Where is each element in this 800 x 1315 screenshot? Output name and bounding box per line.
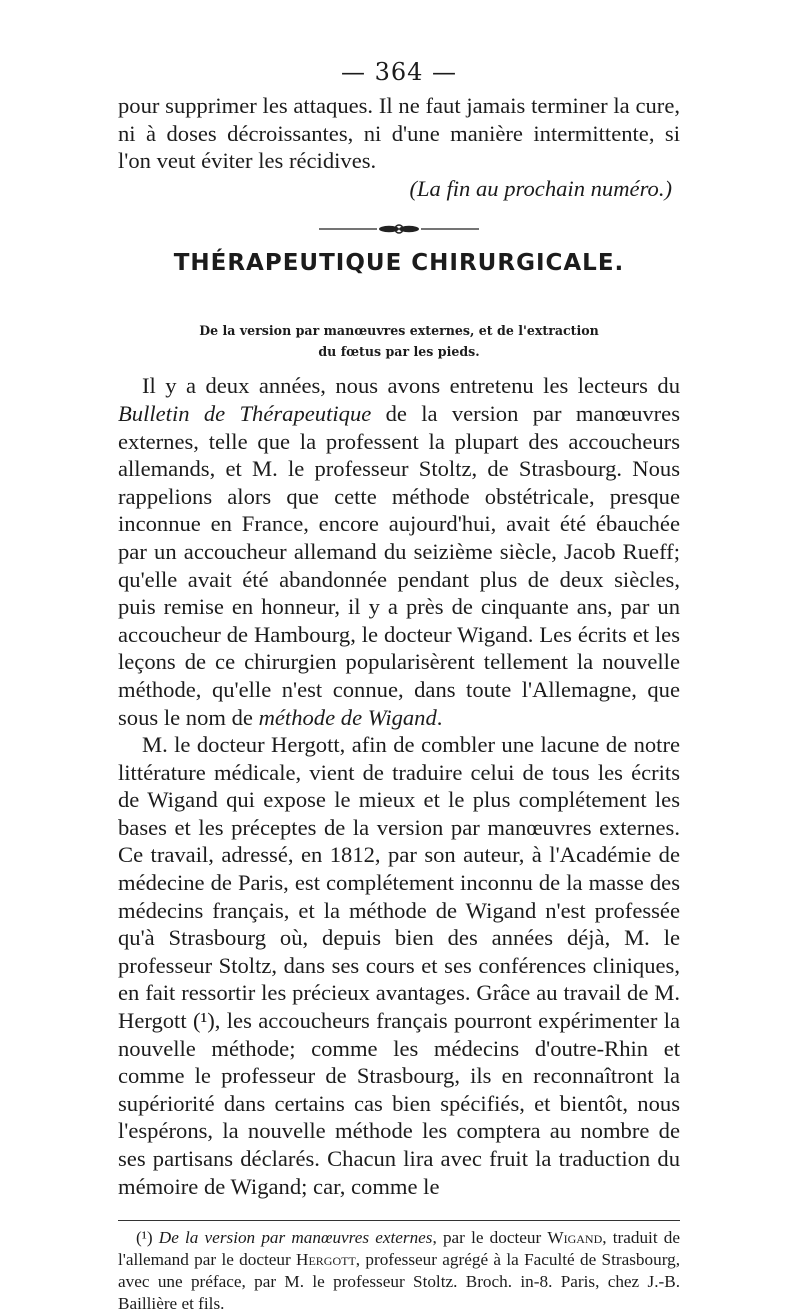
paragraph-1-text-b: de la version par manœuvres externes, telle que la professent la plupart des accoucheurs allemands, et M. le professeur Stoltz, de Strasbourg. Nous rappelions alors que cette méthode obstétricale, presque inconnue en France, encore aujourd'hui, avait été ébauchée par un accoucheur allemand du seizième siècle, Jacob Rueff; qu'elle avait été abandonnée pendant plus de deux siècles, puis remise en honneur, il y a près de cinquante ans, par un accoucheur de Hambourg, le docteur Wigand. Les écrits et les leçons de ce chirurgien popularisèrent tellement la nouvelle méthode, qu'elle n'est connue, dans toute l'Allemagne, que sous le nom de [118,400,681,730]
paragraph-2-text-a: M. le docteur Hergott, afin de combler une lacune de notre littérature médicale, vient de traduire celui de tous les écrits de Wigand qui expose le mieux et le plus complétement les bases et les préceptes de la version par manœuvres externes. Ce travail, adressé, en 1812, par son auteur, à l'Académie de médecine de Paris, est complétement inconnu de la masse des médecins français, et la méthode de Wigand n'est professée qu'à Strasbourg où, depuis bien des années déjà, M. le professeur Stoltz, dans ses cours et ses conférences cliniques, en fait ressortir les précieux avantages. Grâce au travail de M. Hergott [118,732,680,1034]
paragraph-1-text-a: Il y a deux années, nous avons entretenu les lecteurs du [142,373,680,399]
footnote-reference[interactable]: (¹) [192,1008,215,1034]
body-paragraph-1 [118,372,680,731]
ornament-divider-icon [319,222,479,236]
section-title: THÉRAPEUTIQUE CHIRURGICALE. [173,250,625,277]
footnote-author: Wigand [547,1228,603,1248]
article-title-line-1: De la version par manœuvres externes, et de l'extraction [199,323,599,339]
paragraph-2-text-b: , les accoucheurs français pourront expérimenter la nouvelle méthode; comme les médecins d'outre-Rhin et comme le professeur de Strasbourg, ils en reconnaîtront la supériorité dans certains cas bien spécifiés, et bientôt, nous l'espérons, la nouvelle méthode les comptera au nombre de ses partisans déclarés. Chacun lira avec fruit la traduction du mémoire de Wigand; car, comme le [118,1008,680,1199]
continuation-note: (La fin au prochain numéro.) [409,175,672,201]
footnote-text-a: , par le docteur [432,1228,548,1248]
footnote-text-b: , traduit de l'allemand par le docteur [118,1228,681,1270]
body-paragraph-2 [118,731,680,1200]
journal-title: Bulletin de Thérapeutique [118,400,372,426]
footnote-book-title: De la version par manœuvres externes [158,1228,433,1248]
footnote-text-c: , professeur agrégé à la Faculté de Strasbourg, avec une préface, par M. le professeur Stoltz. Broch. in-8. Paris, chez J.-B. Baillière et fils. [118,1250,680,1314]
footnote-divider [118,1220,680,1221]
intro-paragraph: pour supprimer les attaques. Il ne faut jamais terminer la cure, ni à doses décroissantes, ni d'une manière intermittente, si l'on veut éviter les récidives. [118,93,680,174]
article-title-line-2: du fœtus par les pieds. [318,344,480,360]
paragraph-1-text-c: . [436,704,443,730]
document-page [118,58,680,1315]
footnote-marker: (¹) [136,1228,153,1248]
method-name: méthode de Wigand [258,704,437,730]
article-title [118,320,680,362]
footnote [118,1227,680,1315]
page-number: — 364 — [340,58,458,86]
footnote-translator: Hergott [296,1250,356,1270]
